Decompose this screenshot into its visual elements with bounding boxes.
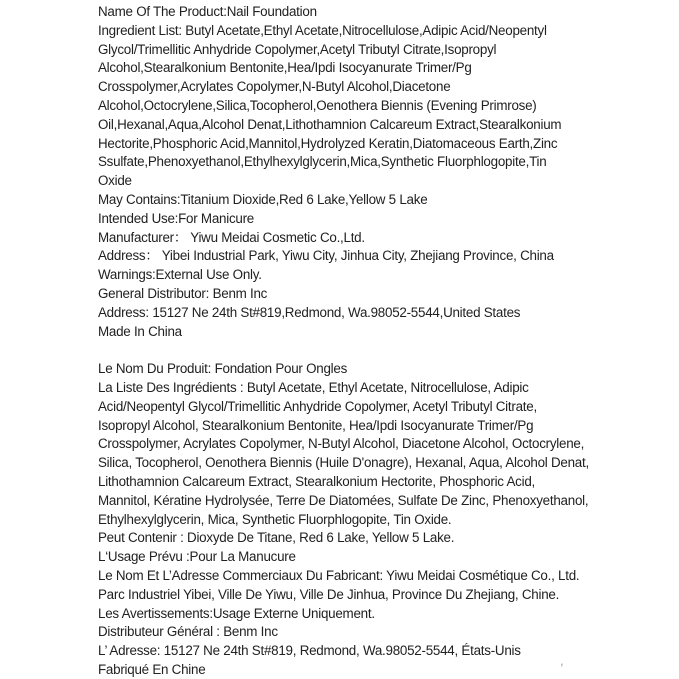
text-line: Name Of The Product:Nail Foundation — [98, 4, 317, 19]
text-line: Address: 15127 Ne 24th St#819,Redmond, Wa.98052-5544,United States — [98, 304, 521, 320]
stray-ink-mark: , — [560, 653, 564, 668]
text-line: L‘Usage Prévu :Pour La Manucure — [98, 549, 296, 565]
text-line: May Contains:Titanium Dioxide,Red 6 Lake,Yellow 5 Lake — [98, 191, 428, 207]
text-line: Alcohol,Stearalkonium Bentonite,Hea/Ipdi Isocyanurate Trimer/Pg — [98, 60, 472, 76]
text-line: Made In China — [98, 323, 182, 339]
text-line: Parc Industriel Yibei, Ville De Yiwu, Ville De Jinhua, Province Du Zhejiang, Chine. — [98, 586, 560, 602]
text-line: Silica, Tocopherol, Oenothera Biennis (Huile D'onagre), Hexanal, Aqua, Alcohol Denat, — [98, 455, 589, 471]
text-line: Les Avertissements:Usage Externe Uniquement. — [98, 605, 375, 621]
text-line: Oxide — [98, 173, 132, 189]
text-line: Manufacturer： Yiwu Meidai Cosmetic Co.,Ltd. — [98, 229, 365, 245]
text-line: Isopropyl Alcohol, Stearalkonium Bentonite, Hea/Ipdi Isocyanurate Trimer/Pg — [98, 417, 534, 433]
text-line: General Distributor: Benm Inc — [98, 285, 268, 301]
text-line: Ingredient List: Butyl Acetate,Ethyl Acetate,Nitrocellulose,Adipic Acid/Neopentyl — [98, 22, 547, 38]
text-line: Peut Contenir : Dioxyde De Titane, Red 6 Lake, Yellow 5 Lake. — [98, 530, 455, 546]
label-text-block — [98, 3, 673, 679]
text-line: La Liste Des Ingrédients : Butyl Acetate, Ethyl Acetate, Nitrocellulose, Adipic — [98, 379, 529, 395]
text-line: Crosspolymer, Acrylates Copolymer, N-Butyl Alcohol, Diacetone Alcohol, Octocrylene, — [98, 436, 585, 452]
text-line: Fabriqué En Chine — [98, 661, 206, 677]
text-line: Ethylhexylglycerin, Mica, Synthetic Fluorphlogopite, Tin Oxide. — [98, 511, 452, 527]
section-english — [98, 3, 673, 341]
text-line: Intended Use:For Manicure — [98, 210, 255, 226]
text-line: Le Nom Du Produit: Fondation Pour Ongles — [98, 361, 348, 377]
text-line: Ssulfate,Phenoxyethanol,Ethylhexylglycerin,Mica,Synthetic Fluorphlogopite,Tin — [98, 154, 547, 170]
text-line: Hectorite,Phosphoric Acid,Mannitol,Hydrolyzed Keratin,Diatomaceous Earth,Zinc — [98, 135, 558, 151]
text-line: Oil,Hexanal,Aqua,Alcohol Denat,Lithothamnion Calcareum Extract,Stearalkonium — [98, 116, 562, 132]
text-line: Warnings:External Use Only. — [98, 267, 262, 283]
section-french — [98, 360, 673, 679]
text-line: Mannitol, Kératine Hydrolysée, Terre De Diatomées, Sulfate De Zinc, Phenoxyethanol, — [98, 492, 589, 508]
text-line: Alcohol,Octocrylene,Silica,Tocopherol,Oenothera Biennis (Evening Primrose) — [98, 97, 537, 113]
text-line: L’ Adresse: 15127 Ne 24th St#819, Redmond, Wa.98052-5544, États-Unis — [98, 643, 521, 659]
text-line: Distributeur Général : Benm Inc — [98, 624, 278, 640]
text-line: Crosspolymer,Acrylates Copolymer,N-Butyl Alcohol,Diacetone — [98, 79, 451, 95]
text-line: Address： Yibei Industrial Park, Yiwu City, Jinhua City, Zhejiang Province, China — [98, 248, 554, 264]
text-line: Lithothamnion Calcareum Extract, Stearalkonium Hectorite, Phosphoric Acid, — [98, 473, 535, 489]
text-line: Le Nom Et L’Adresse Commerciaux Du Fabricant: Yiwu Meidai Cosmétique Co., Ltd. — [98, 567, 580, 583]
text-line: Acid/Neopentyl Glycol/Trimellitic Anhydride Copolymer, Acetyl Tributyl Citrate, — [98, 398, 537, 414]
text-line: Glycol/Trimellitic Anhydride Copolymer,Acetyl Tributyl Citrate,Isopropyl — [98, 41, 497, 57]
